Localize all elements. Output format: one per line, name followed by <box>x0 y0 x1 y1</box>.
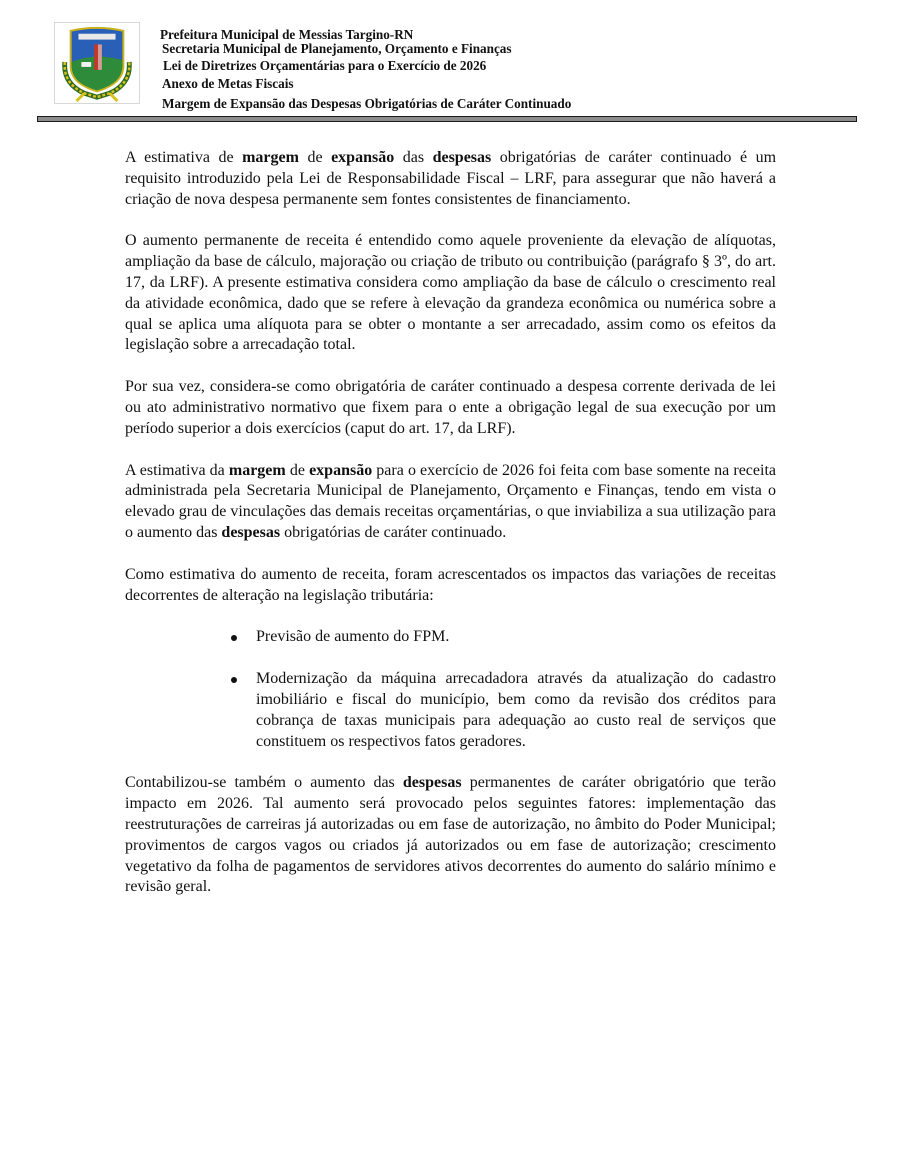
list-item-text: Modernização da máquina arrecadadora através da atualização do cadastro imobiliário e fiscal do município, bem como da revisão dos créditos para cobrança de taxas municipais para adequação ao custo real de serviços que constituem os respectivos fatos geradores. <box>256 670 776 750</box>
bold-term: despesas <box>402 774 462 792</box>
bold-term: margem <box>242 149 299 166</box>
text: A estimativa da <box>125 461 229 479</box>
paragraph-6 <box>125 773 776 898</box>
bullet-icon <box>231 635 237 641</box>
list-item <box>125 669 776 752</box>
bold-term: expansão <box>309 461 373 479</box>
text: das <box>394 149 433 166</box>
list-item <box>125 627 776 648</box>
header-law-title: Lei de Diretrizes Orçamentárias para o Exercício de 2026 <box>163 58 487 73</box>
paragraph-3: Por sua vez, considera-se como obrigatória de caráter continuado a despesa corrente derivada de lei ou ato administrativo normativo que fixem para o ente a obrigação legal de sua execução por um período superior a dois exercícios (caput do art. 17, da LRF). <box>125 378 776 437</box>
bullet-icon <box>231 677 237 683</box>
paragraph-1 <box>125 148 776 210</box>
text: Contabilizou-se também o aumento das <box>125 774 403 792</box>
text: de <box>298 149 332 166</box>
bold-term: margem <box>228 461 286 479</box>
municipal-coat-of-arms-logo <box>54 22 140 104</box>
header-section-title: Margem de Expansão das Despesas Obrigatórias de Caráter Continuado <box>162 96 572 111</box>
text: permanentes de caráter obrigatório que terão impacto em 2026. Tal aumento será provocado pelos seguintes fatores: implementação das reestruturações de carreiras já autorizadas ou em fase de autorização, no âmbito do Poder Municipal; provimentos de cargos vagos ou criados já autorizados ou em fase de autorização; crescimento vegetativo da folha de pagamentos de servidores ativos decorrentes do aumento do salário mínimo e revisão geral. <box>125 774 776 896</box>
list-item-text: Previsão de aumento do FPM. <box>256 628 450 646</box>
bullet-list <box>125 627 776 752</box>
bold-term: despesas <box>221 523 281 541</box>
bold-term: expansão <box>331 149 395 166</box>
text: para o exercício de 2026 foi feita com base somente na receita administrada pela Secretaria Municipal de Planejamento, Orçamento e Finanças, tendo em vista o elevado grau de vinculações das demais receitas orçamentárias, o que inviabiliza a sua utilização para o aumento das <box>125 461 776 541</box>
header-annex: Anexo de Metas Fiscais <box>162 76 294 91</box>
paragraph-5: Como estimativa do aumento de receita, foram acrescentados os impactos das variações de receitas decorrentes de alteração na legislação tributária: <box>125 565 776 604</box>
paragraph-2: O aumento permanente de receita é entendido como aquele proveniente da elevação de alíquotas, ampliação da base de cálculo, majoração ou criação de tributo ou contribuição (parágrafo § 3º, do art. 17, da LRF). A presente estimativa considera como ampliação da base de cálculo o crescimento real da atividade econômica, dado que se refere à elevação da grandeza econômica ou numérica sobre a qual se aplica uma alíquota para se obter o montante a ser arrecadado, assim como os efeitos da legislação sobre a arrecadação total. <box>125 232 776 354</box>
paragraph-4 <box>125 461 776 544</box>
coat-of-arms-icon <box>55 23 139 103</box>
text: A estimativa de <box>125 149 243 166</box>
text: obrigatórias de caráter continuado é um requisito introduzido pela Lei de Responsabilidade Fiscal – LRF, para assegurar que não haverá a criação de nova despesa permanente sem fontes consistentes de financiamento. <box>125 149 777 208</box>
header-divider <box>37 116 857 122</box>
document-body <box>125 148 776 919</box>
text: de <box>285 461 310 479</box>
header-secretariat: Secretaria Municipal de Planejamento, Orçamento e Finanças <box>162 41 512 56</box>
header-municipality: Prefeitura Municipal de Messias Targino-RN <box>160 27 414 42</box>
bold-term: despesas <box>432 149 492 166</box>
text: obrigatórias de caráter continuado. <box>280 523 507 541</box>
